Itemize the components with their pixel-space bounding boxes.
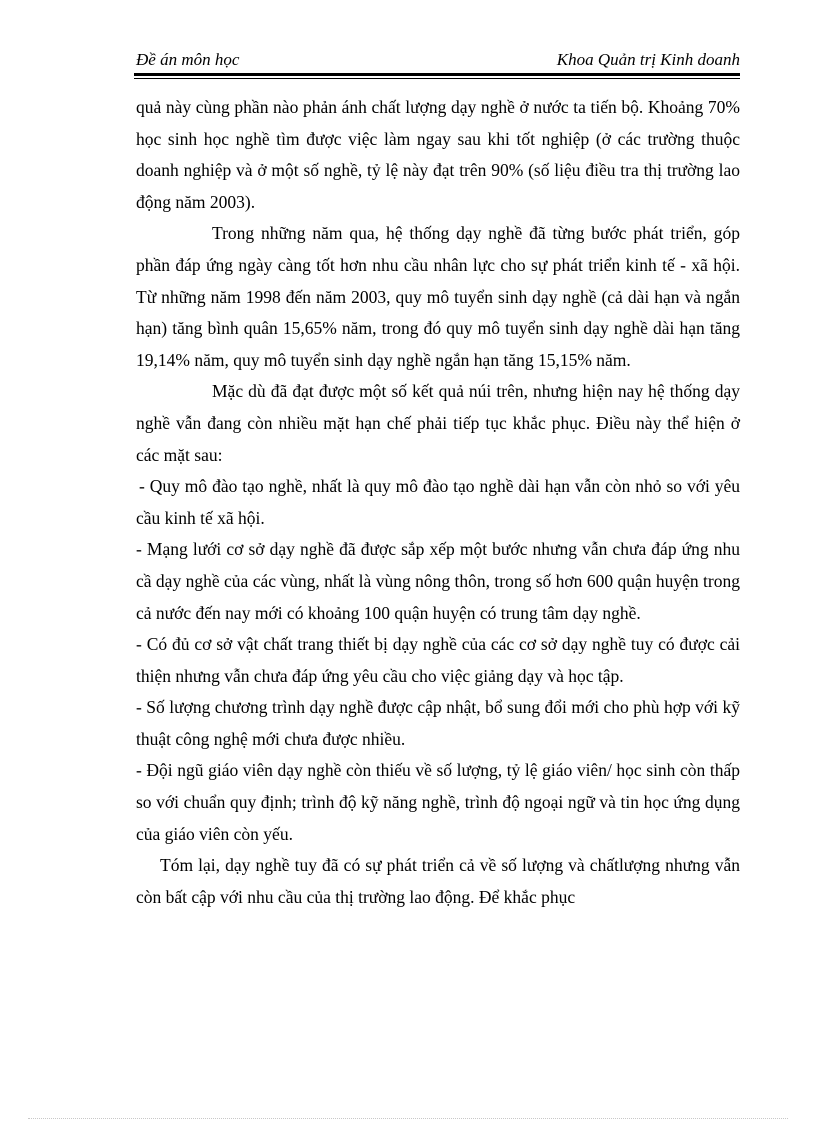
footer-dotted-line (28, 1118, 788, 1119)
bullet-teachers: - Đội ngũ giáo viên dạy nghề còn thiếu về số lượng, tỷ lệ giáo viên/ học sinh còn thấp so với chuẩn quy định; trình độ kỹ năng nghề, trình độ ngoại ngữ và tin học ứng dụng của giáo viên còn yếu. (136, 760, 740, 844)
header-course-title: Đề án môn học (136, 50, 240, 69)
paragraph-continuation: quả này cùng phần nào phản ánh chất lượng dạy nghề ở nước ta tiến bộ. Khoảng 70% học sinh học nghề tìm được việc làm ngay sau khi tốt nghiệp (ở các trường thuộc doanh nghiệp và ở một số nghề, tỷ lệ này đạt trên 90% (số liệu điều tra thị trường lao động năm 2003). (136, 97, 740, 212)
bullet-scale: - Quy mô đào tạo nghề, nhất là quy mô đào tạo nghề dài hạn vẫn còn nhỏ so với yêu cầu kinh tế xã hội. (136, 476, 740, 528)
page-header (136, 48, 740, 74)
paragraph-limitations-intro: Mặc dù đã đạt được một số kết quả núi trên, nhưng hiện nay hệ thống dạy nghề vẫn đang còn nhiều mặt hạn chế phải tiếp tục khắc phục. Điều này thể hiện ở các mặt sau: (136, 381, 740, 465)
header-faculty-name: Khoa Quản trị Kinh doanh (556, 50, 740, 69)
document-body (136, 92, 740, 913)
bullet-curriculum: - Số lượng chương trình dạy nghề được cập nhật, bổ sung đổi mới cho phù hợp với kỹ thuật công nghệ mới chưa được nhiều. (136, 697, 740, 749)
paragraph-development: Trong những năm qua, hệ thống dạy nghề đã từng bước phát triển, góp phần đáp ứng ngày càng tốt hơn nhu cầu nhân lực cho sự phát triển kinh tế - xã hội. Từ những năm 1998 đến năm 2003, quy mô tuyển sinh dạy nghề (cả dài hạn và ngắn hạn) tăng bình quân 15,65% năm, trong đó quy mô tuyển sinh dạy nghề dài hạn tăng 19,14% năm, quy mô tuyển sinh dạy nghề ngắn hạn tăng 15,15% năm. (136, 223, 740, 370)
bullet-facilities: - Có đủ cơ sở vật chất trang thiết bị dạy nghề của các cơ sở dạy nghề tuy có được cải thiện nhưng vẫn chưa đáp ứng yêu cầu cho việc giảng dạy và học tập. (136, 634, 740, 686)
header-divider (134, 73, 740, 79)
bullet-network: - Mạng lưới cơ sở dạy nghề đã được sắp xếp một bước nhưng vẫn chưa đáp ứng nhu cầ dạy nghề của các vùng, nhất là vùng nông thôn, trong số hơn 600 quận huyện trong cả nước đến nay mới có khoảng 100 quận huyện có trung tâm dạy nghề. (136, 539, 740, 623)
paragraph-summary: Tóm lại, dạy nghề tuy đã có sự phát triển cả về số lượng và chấtlượng nhưng vẫn còn bất cập với nhu cầu của thị trường lao động. Để khắc phục (136, 855, 740, 907)
